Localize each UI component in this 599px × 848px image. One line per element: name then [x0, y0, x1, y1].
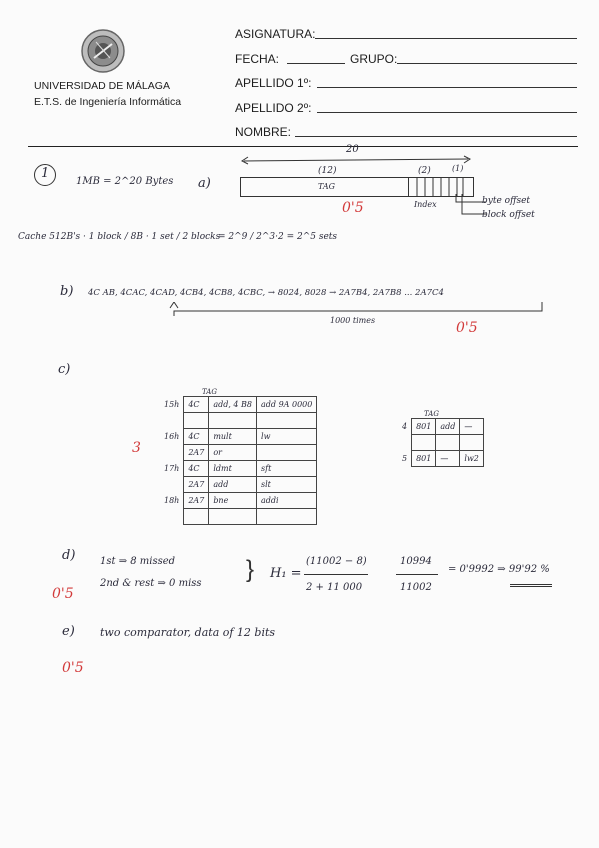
d-mid-numerator: 10994	[400, 556, 432, 567]
d-label: d)	[62, 548, 76, 563]
header-divider	[28, 146, 578, 147]
table-left-cell: ldmt	[209, 461, 257, 477]
cache-calc-left: Cache 512B's · 1 block / 8B · 1 set / 2 blocks	[18, 232, 221, 242]
table-left-cell	[160, 445, 184, 461]
d-denominator: 2 + 11 000	[306, 582, 363, 593]
table-left-cell: slt	[257, 477, 317, 493]
table-left-row	[160, 461, 317, 477]
table-left-row	[160, 397, 317, 413]
table-left-header: TAG	[202, 388, 217, 396]
table-left-cell: 18h	[160, 493, 184, 509]
table-left-cell	[257, 413, 317, 429]
e-label: e)	[62, 624, 75, 639]
d-result: = 0'9992 ⇒ 99'92 %	[448, 564, 550, 575]
table-left-cell	[209, 509, 257, 525]
university-seal	[80, 28, 126, 74]
b-sequence: 4C AB, 4CAC, 4CAD, 4CB4, 4CB8, 4CBC, → 8024, 8028 → 2A7B4, 2A7B8 ... 2A7C4	[88, 288, 444, 298]
cache-table-left	[160, 396, 317, 525]
table-left-row	[160, 493, 317, 509]
e-score: 0'5	[62, 660, 84, 676]
table-right-row	[398, 435, 483, 451]
fecha-line	[287, 63, 345, 64]
d-mid-bar	[396, 574, 438, 575]
university-name: UNIVERSIDAD DE MÁLAGA	[34, 80, 170, 92]
table-left-cell	[257, 445, 317, 461]
table-right-cell: 801	[412, 451, 436, 467]
d-brace: }	[246, 556, 255, 583]
apellido2-label: APELLIDO 2º:	[235, 101, 312, 115]
q1-memory: 1MB = 2^20 Bytes	[76, 176, 174, 187]
nombre-label: NOMBRE:	[235, 125, 292, 139]
table-left-cell: add, 4 B8	[209, 397, 257, 413]
a-score: 0'5	[342, 200, 364, 216]
address-width: 20	[346, 144, 359, 155]
d-numerator: (11002 − 8)	[306, 556, 367, 567]
d-score: 0'5	[52, 586, 74, 602]
table-left-row	[160, 509, 317, 525]
table-left-cell: bne	[209, 493, 257, 509]
table-left-cell: sft	[257, 461, 317, 477]
table-left-cell: 15h	[160, 397, 184, 413]
c-label: c)	[58, 362, 71, 377]
c-score: 3	[132, 440, 141, 456]
table-right-cell: add	[436, 419, 460, 435]
table-left-cell: mult	[209, 429, 257, 445]
table-right-row	[398, 451, 483, 467]
table-right-cell	[398, 435, 412, 451]
table-right-header: TAG	[424, 410, 439, 418]
block-offset: block offset	[482, 210, 535, 220]
asignatura-label: ASIGNATURA:	[235, 27, 316, 41]
table-right-cell: 5	[398, 451, 412, 467]
table-right-cell: 4	[398, 419, 412, 435]
tag-bits: (12)	[318, 166, 337, 176]
fecha-label: FECHA:	[235, 52, 280, 66]
apellido1-line	[317, 87, 577, 88]
d-fraction-bar	[304, 574, 368, 575]
table-left-cell: 2A7	[184, 493, 209, 509]
table-left-cell: 4C	[184, 461, 209, 477]
b-loop-count: 1000 times	[330, 316, 376, 325]
table-left-cell: 2A7	[184, 477, 209, 493]
table-left-cell	[257, 509, 317, 525]
e-text: two comparator, data of 12 bits	[100, 626, 276, 639]
d-formula-lhs: H₁ =	[270, 566, 302, 581]
table-left-cell: 4C	[184, 397, 209, 413]
b-score: 0'5	[456, 320, 478, 336]
table-left-cell: 17h	[160, 461, 184, 477]
table-left-cell: lw	[257, 429, 317, 445]
table-right-cell	[412, 435, 436, 451]
table-left-cell	[160, 477, 184, 493]
table-left-cell: 16h	[160, 429, 184, 445]
cache-calc-right: = 2^9 / 2^3·2 = 2^5 sets	[218, 232, 338, 242]
table-left-cell	[209, 413, 257, 429]
table-left-cell: or	[209, 445, 257, 461]
table-right-cell: lw2	[460, 451, 484, 467]
table-left-cell	[184, 413, 209, 429]
table-left-row	[160, 445, 317, 461]
table-left-cell: 4C	[184, 429, 209, 445]
b-label: b)	[60, 284, 74, 299]
nombre-line	[295, 136, 577, 137]
table-right-cell: 801	[412, 419, 436, 435]
table-left-row	[160, 413, 317, 429]
table-right-cell	[460, 435, 484, 451]
table-left-cell	[160, 509, 184, 525]
table-left-cell: addi	[257, 493, 317, 509]
table-left-row	[160, 429, 317, 445]
school-name: E.T.S. de Ingeniería Informática	[34, 96, 182, 108]
table-left-cell: 2A7	[184, 445, 209, 461]
table-right-row	[398, 419, 483, 435]
index-bits: (2)	[418, 166, 431, 176]
d-line1: 1st ⇒ 8 missed	[100, 556, 176, 567]
d-line2: 2nd & rest ⇒ 0 miss	[100, 578, 202, 589]
d-result-underline	[510, 584, 552, 587]
d-mid-denominator: 11002	[400, 582, 432, 593]
offset-bits: (1)	[452, 164, 464, 173]
a-label: a)	[198, 176, 211, 191]
table-left-cell: add	[209, 477, 257, 493]
table-left-cell: add 9A 0000	[257, 397, 317, 413]
table-right-cell: —	[460, 419, 484, 435]
table-right-cell	[436, 435, 460, 451]
asignatura-line	[315, 38, 577, 39]
index-label: Index	[414, 200, 437, 209]
apellido1-label: APELLIDO 1º:	[235, 76, 312, 90]
table-left-cell	[184, 509, 209, 525]
tag-label: TAG	[318, 182, 336, 191]
table-left-cell	[160, 413, 184, 429]
table-left-row	[160, 477, 317, 493]
cache-table-right	[398, 418, 484, 467]
byte-offset: byte offset	[482, 196, 531, 206]
table-right-cell: —	[436, 451, 460, 467]
q1-number: 1	[41, 166, 50, 181]
grupo-line	[397, 63, 577, 64]
apellido2-line	[317, 112, 577, 113]
grupo-label: GRUPO:	[350, 52, 398, 66]
